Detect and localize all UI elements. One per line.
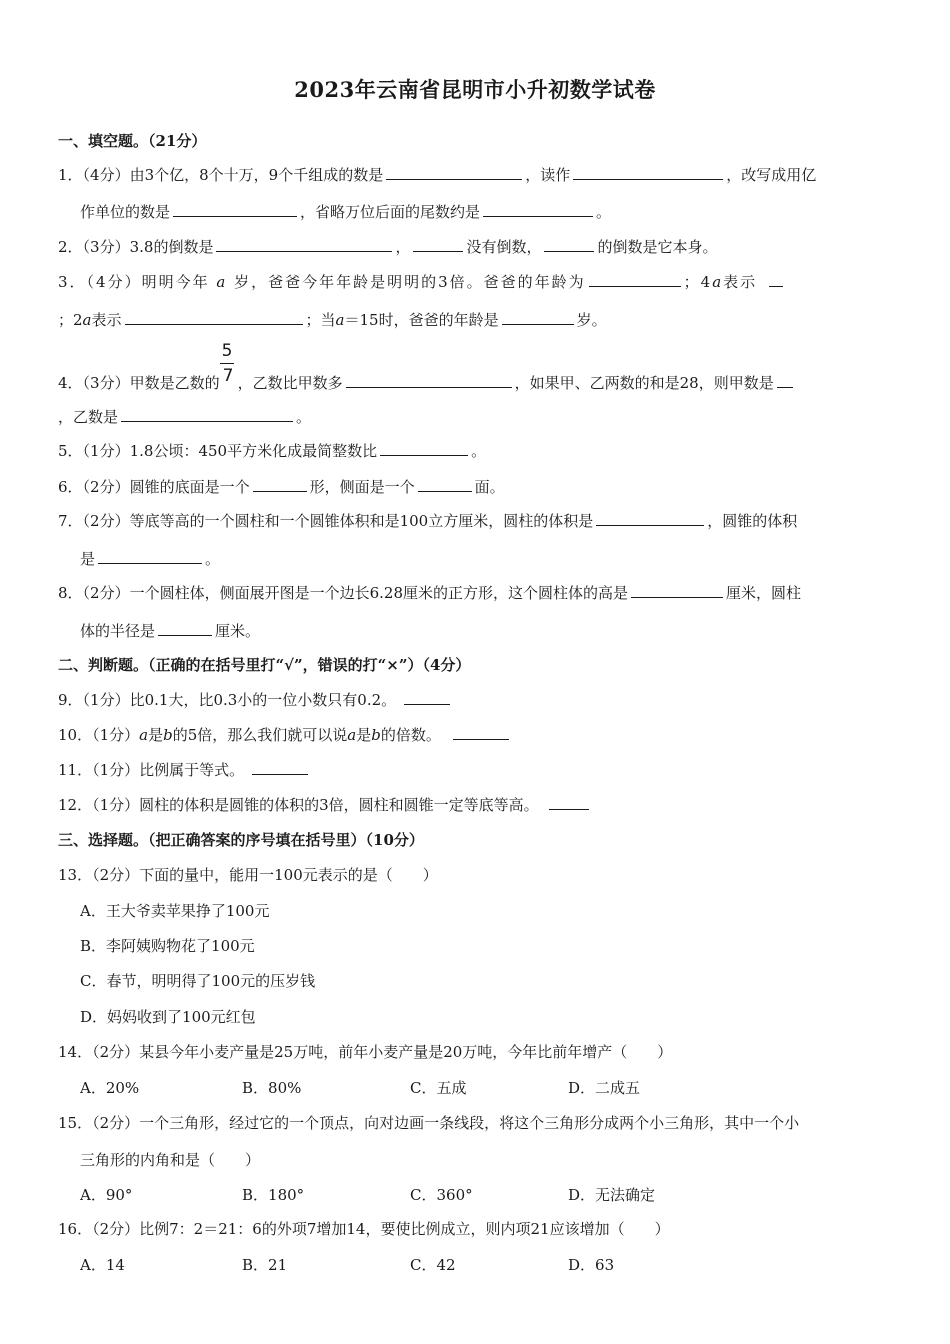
q10-text: 是 bbox=[148, 726, 164, 744]
q16-options bbox=[80, 1254, 614, 1276]
q16-option-b[interactable]: B．21 bbox=[242, 1256, 288, 1274]
variable-a: a bbox=[712, 273, 724, 291]
q7-text: 7．（2分）等底等高的一个圆柱和一个圆锥体积和是100立方厘米，圆柱的体积是 bbox=[58, 512, 594, 530]
question-12 bbox=[58, 794, 592, 816]
q10-text: 的倍数。 bbox=[380, 726, 441, 744]
q13-option-d[interactable]: D．妈妈收到了100元红包 bbox=[80, 1008, 256, 1026]
q1-text: ，读作 bbox=[525, 166, 571, 184]
q14-option-a[interactable]: A．20% bbox=[80, 1079, 140, 1097]
q4-text: ，乙数是 bbox=[58, 408, 119, 426]
q5-text: 5．（1分）1.8公顷：450平方米化成最简整数比 bbox=[58, 442, 378, 460]
q7-text: 。 bbox=[205, 550, 221, 568]
variable-b: b bbox=[371, 726, 381, 744]
section-heading-true-false: 二、判断题。（正确的在括号里打“√”，错误的打“×”）（4分） bbox=[58, 656, 471, 674]
answer-blank[interactable] bbox=[544, 236, 594, 252]
answer-blank[interactable] bbox=[502, 309, 574, 325]
q1-text: ，改写成用亿 bbox=[726, 166, 817, 184]
q3-text: ；2 bbox=[58, 311, 83, 329]
answer-blank[interactable] bbox=[631, 582, 723, 598]
section-heading-fill-blank: 一、填空题。（21分） bbox=[58, 132, 207, 150]
q2-text: ， bbox=[395, 238, 411, 256]
q3-text: 岁，爸爸今年年龄是明明的3倍。爸爸的年龄为 bbox=[234, 273, 586, 291]
question-10 bbox=[58, 724, 512, 746]
fraction-numerator: 5 bbox=[221, 341, 233, 361]
q12-text: 12．（1分）圆柱的体积是圆锥的体积的3倍，圆柱和圆锥一定等底等高。 bbox=[58, 796, 539, 814]
q14-options bbox=[80, 1077, 640, 1099]
q15-option-d[interactable]: D．无法确定 bbox=[568, 1186, 656, 1204]
page-title: 2023年云南省昆明市小升初数学试卷 bbox=[294, 77, 656, 102]
question-3 bbox=[58, 271, 786, 293]
answer-blank[interactable] bbox=[158, 620, 212, 636]
q2-text: 2．（3分）3.8的倒数是 bbox=[58, 238, 214, 256]
question-1 bbox=[58, 164, 816, 186]
answer-blank[interactable] bbox=[573, 164, 723, 180]
answer-blank[interactable] bbox=[413, 236, 463, 252]
variable-b: b bbox=[163, 726, 173, 744]
q1-text: 。 bbox=[596, 203, 612, 221]
q13-option-c[interactable]: C．春节，明明得了100元的压岁钱 bbox=[80, 972, 316, 990]
q4-text: ，乙数比甲数多 bbox=[237, 374, 343, 392]
question-4-cont bbox=[58, 406, 311, 428]
question-11 bbox=[58, 759, 311, 781]
question-5 bbox=[58, 440, 486, 462]
variable-a: a bbox=[82, 311, 92, 329]
answer-blank[interactable] bbox=[404, 689, 450, 705]
variable-a: a bbox=[216, 273, 228, 291]
q4-text: 4．（3分）甲数是乙数的 bbox=[58, 374, 220, 392]
q15-option-c[interactable]: C．360° bbox=[410, 1186, 473, 1204]
q3-text: 岁。 bbox=[576, 311, 607, 329]
question-8-cont bbox=[80, 620, 260, 642]
answer-blank[interactable] bbox=[418, 476, 472, 492]
q3-text: 3．（4分）明明今年 bbox=[58, 273, 210, 291]
q8-text: 厘米，圆柱 bbox=[726, 584, 802, 602]
answer-blank[interactable] bbox=[173, 201, 297, 217]
answer-blank[interactable] bbox=[549, 794, 589, 810]
question-6 bbox=[58, 476, 505, 498]
answer-blank[interactable] bbox=[777, 372, 793, 388]
question-4 bbox=[58, 341, 796, 394]
q8-text: 厘米。 bbox=[215, 622, 261, 640]
answer-blank[interactable] bbox=[386, 164, 522, 180]
q3-text: ；当 bbox=[305, 311, 336, 329]
q9-text: 9．（1分）比0.1大，比0.3小的一位小数只有0.2。 bbox=[58, 691, 397, 709]
answer-blank[interactable] bbox=[596, 510, 704, 526]
q8-text: 体的半径是 bbox=[80, 622, 156, 640]
answer-blank[interactable] bbox=[216, 236, 392, 252]
fraction-denominator: 7 bbox=[222, 366, 234, 386]
answer-blank[interactable] bbox=[483, 201, 593, 217]
variable-a: a bbox=[347, 726, 357, 744]
q11-text: 11．（1分）比例属于等式。 bbox=[58, 761, 245, 779]
variable-a: a bbox=[335, 311, 345, 329]
q16-option-a[interactable]: A．14 bbox=[80, 1256, 125, 1274]
q13-option-a[interactable]: A．王大爷卖苹果挣了100元 bbox=[80, 902, 270, 920]
q8-text: 8．（2分）一个圆柱体，侧面展开图是一个边长6.28厘米的正方形，这个圆柱体的高是 bbox=[58, 584, 628, 602]
fraction-bar bbox=[220, 363, 234, 364]
q10-text: 是 bbox=[356, 726, 372, 744]
question-1-cont bbox=[80, 201, 611, 223]
answer-blank[interactable] bbox=[769, 271, 783, 287]
question-2 bbox=[58, 236, 718, 258]
question-9 bbox=[58, 689, 453, 711]
question-15-cont: 三角形的内角和是（ ） bbox=[80, 1151, 261, 1169]
answer-blank[interactable] bbox=[125, 309, 303, 325]
section-heading-multiple-choice: 三、选择题。（把正确答案的序号填在括号里）（10分） bbox=[58, 831, 424, 849]
q10-text: 10．（1分） bbox=[58, 726, 140, 744]
q5-text: 。 bbox=[471, 442, 487, 460]
q2-text: 的倒数是它本身。 bbox=[597, 238, 718, 256]
q6-text: 形，侧面是一个 bbox=[309, 478, 415, 496]
fraction-five-sevenths bbox=[220, 341, 238, 388]
answer-blank[interactable] bbox=[380, 440, 468, 456]
question-15: 15．（2分）一个三角形，经过它的一个顶点，向对边画一条线段，将这个三角形分成两个小三角形，其中一个小 bbox=[58, 1114, 800, 1132]
q3-text: 表示 bbox=[91, 311, 122, 329]
q3-text: 表示 bbox=[723, 273, 758, 291]
q4-text: 。 bbox=[296, 408, 312, 426]
q14-option-d[interactable]: D．二成五 bbox=[568, 1079, 641, 1097]
answer-blank[interactable] bbox=[346, 372, 512, 388]
answer-blank[interactable] bbox=[453, 724, 509, 740]
q15-option-a[interactable]: A．90° bbox=[80, 1186, 133, 1204]
answer-blank[interactable] bbox=[252, 759, 308, 775]
q2-text: 没有倒数， bbox=[466, 238, 542, 256]
answer-blank[interactable] bbox=[589, 271, 681, 287]
question-3-cont bbox=[58, 309, 607, 331]
q15-options bbox=[80, 1184, 655, 1206]
question-13: 13．（2分）下面的量中，能用一100元表示的是（ ） bbox=[58, 866, 438, 884]
q14-option-c[interactable]: C．五成 bbox=[410, 1079, 467, 1097]
q6-text: 6．（2分）圆锥的底面是一个 bbox=[58, 478, 250, 496]
q7-text: ，圆锥的体积 bbox=[707, 512, 798, 530]
q3-text: ＝15时，爸爸的年龄是 bbox=[344, 311, 499, 329]
answer-blank[interactable] bbox=[253, 476, 307, 492]
answer-blank[interactable] bbox=[98, 548, 202, 564]
variable-a: a bbox=[139, 726, 149, 744]
q6-text: 面。 bbox=[474, 478, 505, 496]
q10-text: 的5倍，那么我们就可以说 bbox=[172, 726, 348, 744]
q16-option-c[interactable]: C．42 bbox=[410, 1256, 456, 1274]
q1-text: 1．（4分）由3个亿，8个十万，9个千组成的数是 bbox=[58, 166, 384, 184]
q13-option-b[interactable]: B．李阿姨购物花了100元 bbox=[80, 937, 255, 955]
question-7-cont bbox=[80, 548, 220, 570]
q7-text: 是 bbox=[80, 550, 96, 568]
question-7 bbox=[58, 510, 797, 532]
q3-text: ；4 bbox=[683, 273, 713, 291]
q1-text: ，省略万位后面的尾数约是 bbox=[300, 203, 481, 221]
q1-text: 作单位的数是 bbox=[80, 203, 171, 221]
answer-blank[interactable] bbox=[121, 406, 293, 422]
q15-option-b[interactable]: B．180° bbox=[242, 1186, 305, 1204]
q16-option-d[interactable]: D．63 bbox=[568, 1256, 615, 1274]
question-8 bbox=[58, 582, 801, 604]
question-14: 14．（2分）某县今年小麦产量是25万吨，前年小麦产量是20万吨，今年比前年增产（ ） bbox=[58, 1043, 673, 1061]
question-16: 16．（2分）比例7：2＝21：6的外项7增加14，要使比例成立，则内项21应该增加（ ） bbox=[58, 1220, 670, 1238]
q4-text: ，如果甲、乙两数的和是28，则甲数是 bbox=[514, 374, 774, 392]
q14-option-b[interactable]: B．80% bbox=[242, 1079, 302, 1097]
